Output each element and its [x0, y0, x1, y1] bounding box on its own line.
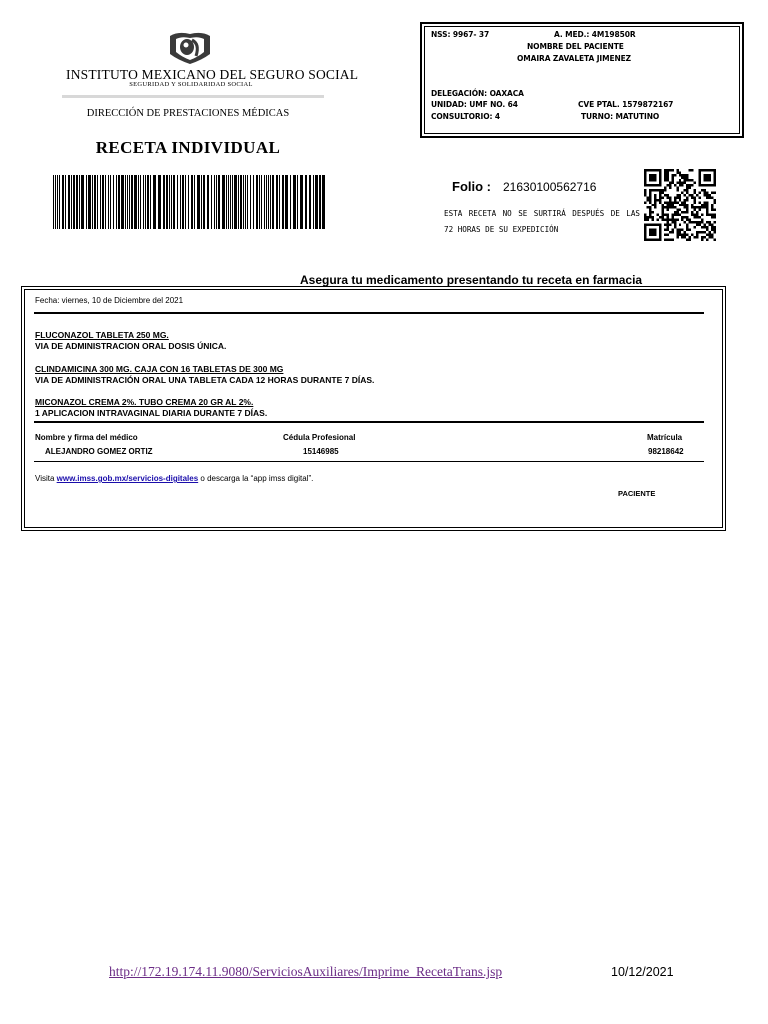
visit-suffix: o descarga la “app imss digital”.: [198, 474, 314, 483]
institution-name: INSTITUTO MEXICANO DEL SEGURO SOCIAL: [66, 67, 359, 82]
qr-code: [644, 169, 716, 241]
expiry-warning: ESTA RECETA NO SE SURTIRÁ DESPUÉS DE LAS 72 HORAS DE SU EXPEDICIÓN: [444, 209, 640, 234]
doctor-name: ALEJANDRO GOMEZ ORTIZ: [45, 447, 153, 456]
prescription-date: Fecha: viernes, 10 de Diciembre del 2021: [35, 296, 184, 305]
medication-instructions: VIA DE ADMINISTRACIÓN ORAL UNA TABLETA CADA 12 HORAS DURANTE 7 DÍAS.: [35, 375, 375, 385]
divider: [34, 421, 704, 423]
institution-subtitle: SEGURIDAD Y SOLIDARIDAD SOCIAL: [129, 81, 253, 88]
doctor-signature-label: Nombre y firma del médico: [35, 433, 138, 442]
cedula-value: 15146985: [303, 447, 339, 456]
medication-name: MICONAZOL CREMA 2%. TUBO CREMA 20 GR AL 2%.: [35, 397, 254, 407]
cedula-label: Cédula Profesional: [283, 433, 356, 442]
amed-value: A. MED.: 4M19850R: [554, 30, 636, 39]
page-url-link[interactable]: http://172.19.174.11.9080/ServiciosAuxiliares/Imprime_RecetaTrans.jsp: [109, 964, 503, 979]
divider: [34, 312, 704, 314]
visit-prefix: Visita: [35, 474, 57, 483]
turno-value: TURNO: MATUTINO: [581, 112, 660, 121]
medication-instructions: 1 APLICACION INTRAVAGINAL DIARIA DURANTE 7 DÍAS.: [35, 408, 268, 418]
barcode: [53, 175, 325, 229]
medication-instructions: VIA DE ADMINISTRACION ORAL DOSIS ÚNICA.: [35, 341, 227, 351]
delegacion-value: DELEGACIÓN: OAXACA: [431, 89, 524, 98]
visit-notice: [35, 474, 313, 483]
imss-logo-icon: [168, 30, 212, 66]
matricula-value: 98218642: [648, 447, 684, 456]
pharmacy-notice: Asegura tu medicamento presentando tu receta en farmacia: [300, 273, 643, 287]
patient-name-label: NOMBRE DEL PACIENTE: [527, 42, 624, 51]
nss-value: NSS: 9967- 37: [431, 30, 490, 39]
folio-label: Folio :: [452, 179, 491, 194]
folio-number: 21630100562716: [503, 180, 597, 194]
divider: [34, 461, 704, 462]
print-date: 10/12/2021: [611, 965, 674, 979]
page-title: RECETA INDIVIDUAL: [95, 138, 281, 157]
medication-name: FLUCONAZOL TABLETA 250 MG.: [35, 330, 169, 340]
patient-copy-label: PACIENTE: [618, 489, 656, 498]
matricula-label: Matrícula: [647, 433, 683, 442]
logo-divider: [62, 95, 324, 98]
cve-ptal-value: CVE PTAL. 1579872167: [578, 100, 674, 109]
medication-name: CLINDAMICINA 300 MG. CAJA CON 16 TABLETAS DE 300 MG: [35, 364, 284, 374]
patient-name: OMAIRA ZAVALETA JIMENEZ: [517, 54, 632, 63]
imss-services-link[interactable]: www.imss.gob.mx/servicios-digitales: [56, 474, 199, 483]
unidad-value: UNIDAD: UMF NO. 64: [431, 100, 518, 109]
consultorio-value: CONSULTORIO: 4: [431, 112, 501, 121]
direccion-label: DIRECCIÓN DE PRESTACIONES MÉDICAS: [86, 108, 290, 119]
